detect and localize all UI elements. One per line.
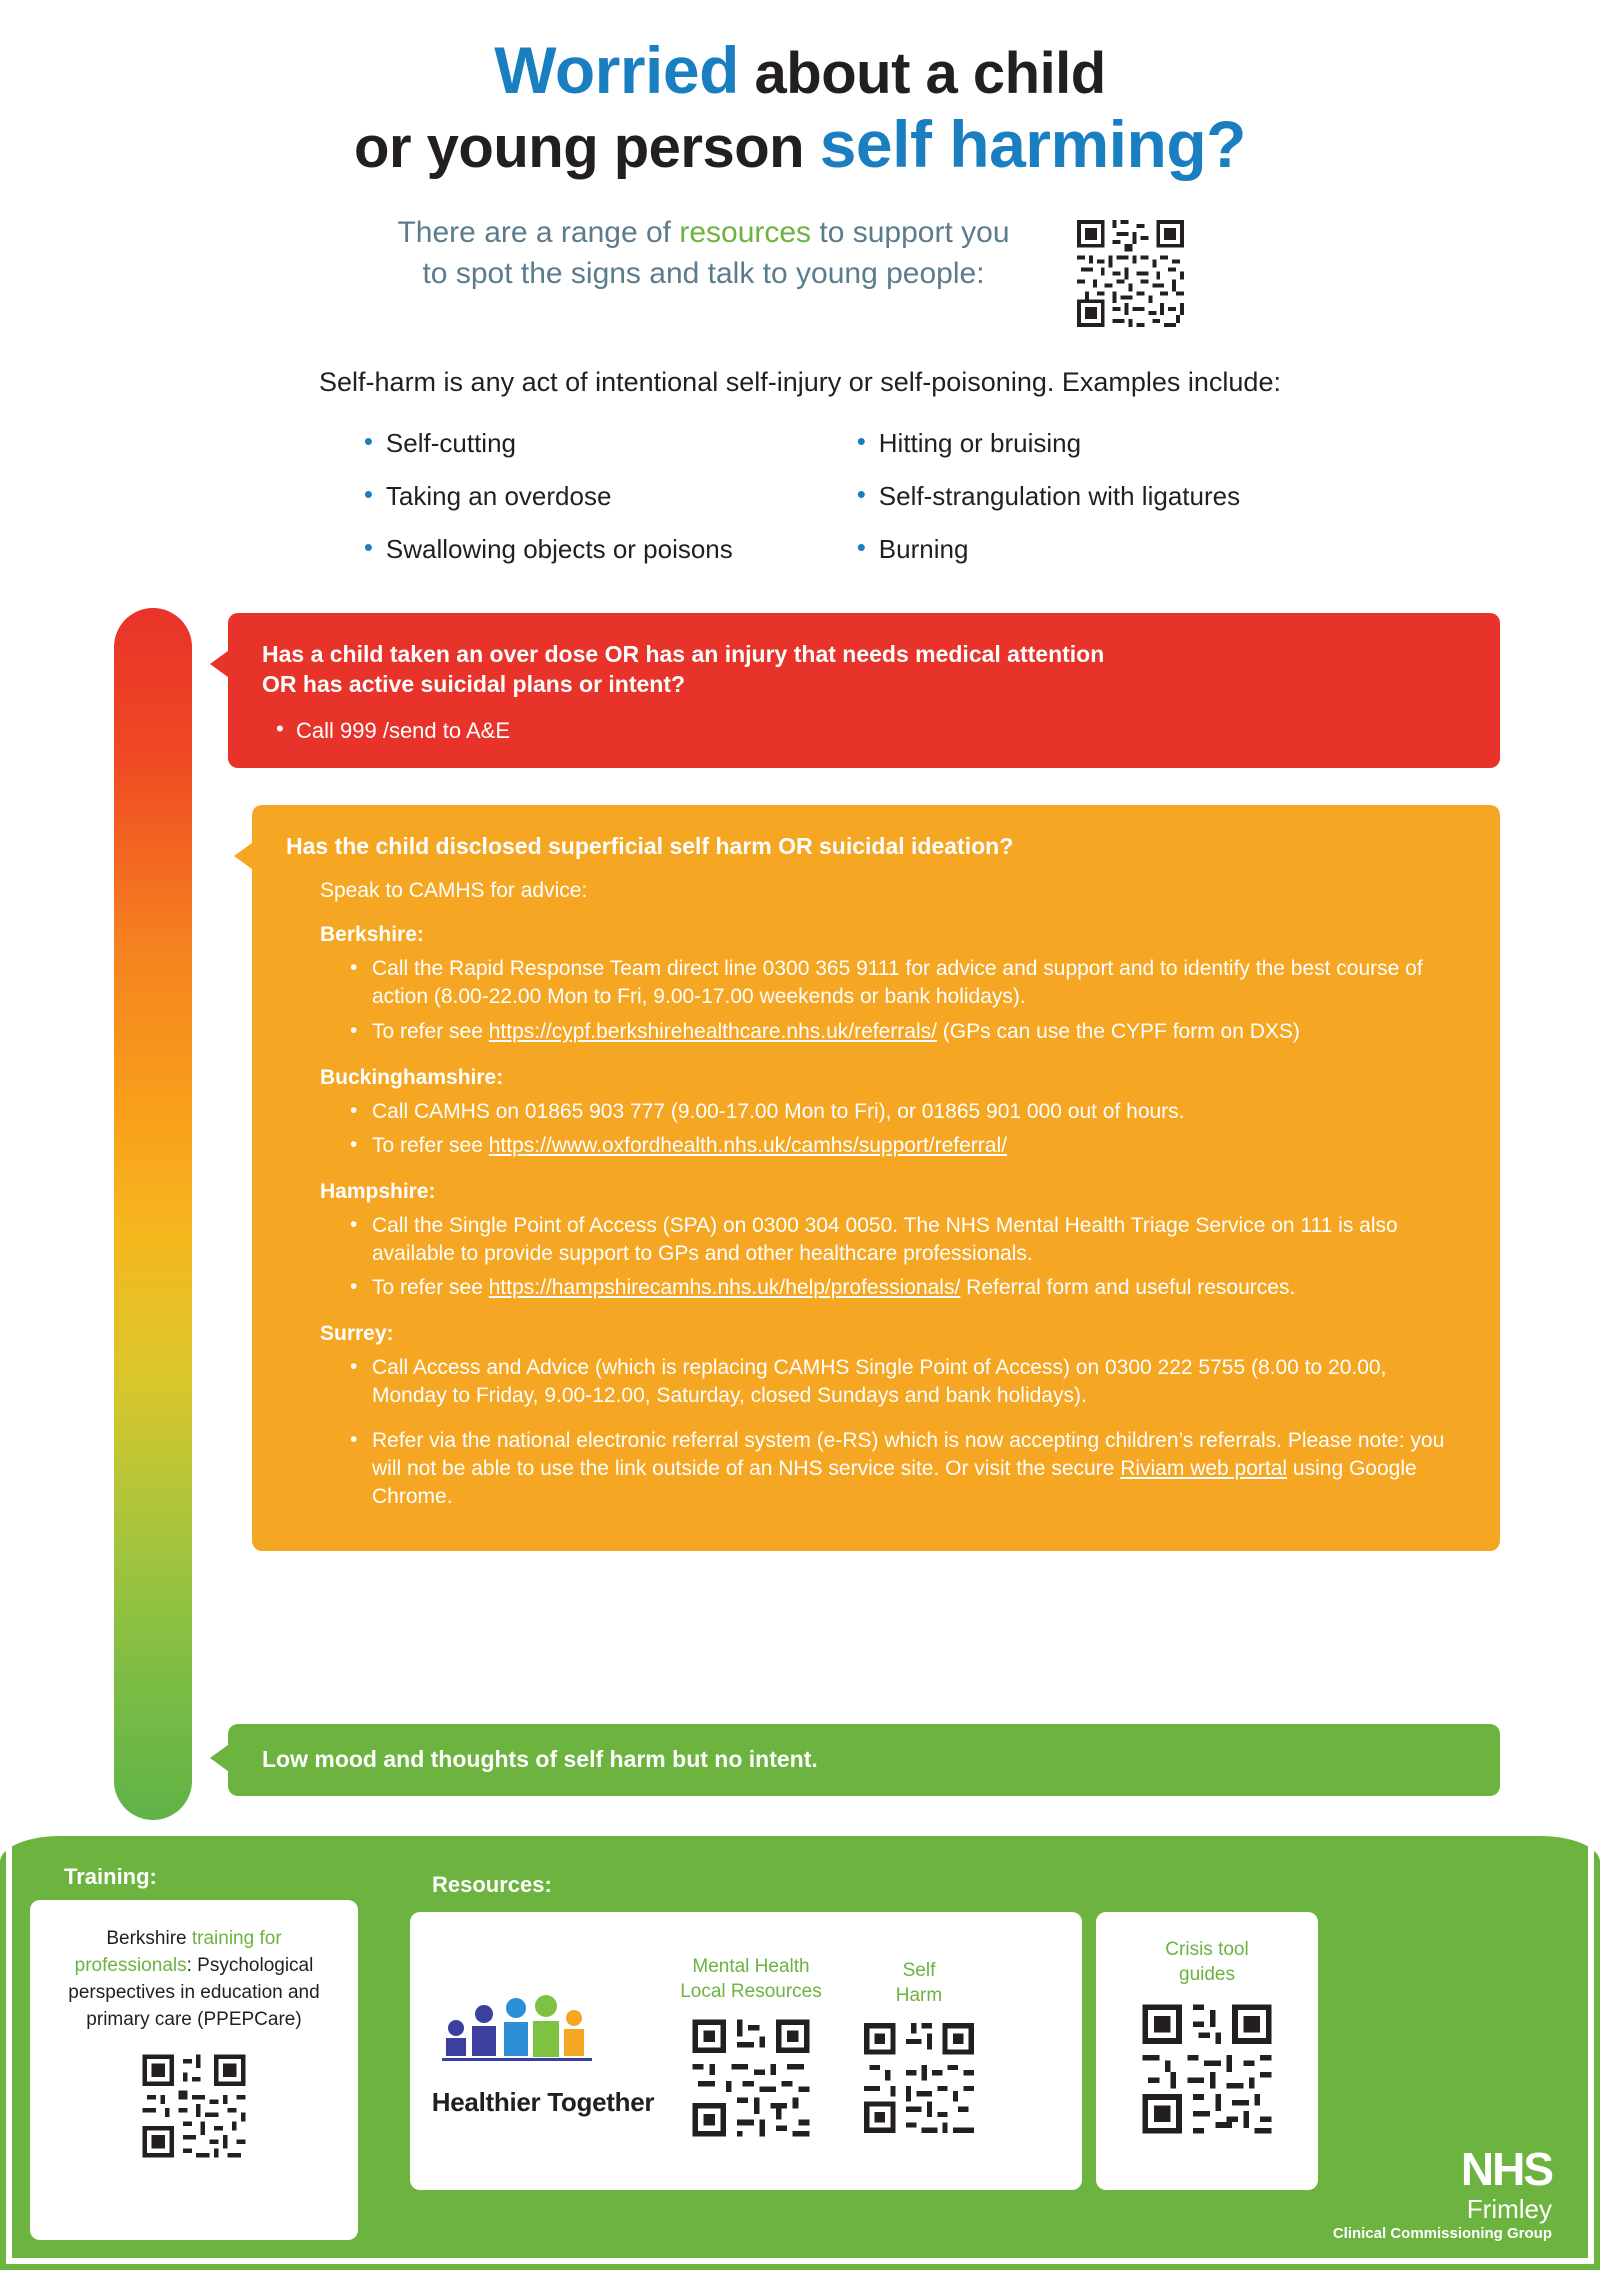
definition-text: Self-harm is any act of intentional self-injury or self-poisoning. Examples include: [319,366,1281,397]
crisis-caption [1096,1938,1318,1987]
resource-caption-line-1: Self [902,1959,936,1981]
training-text-c: : Psychological perspectives in education and primary care (PPEPCare) [68,1954,320,2030]
qr-code-self-harm[interactable] [844,2018,994,2143]
region-name-buckinghamshire: Buckinghamshire: [320,1065,504,1089]
region-items-buckinghamshire [286,1098,1466,1160]
list-item[interactable]: • To refer see https://cypf.berkshirehealthcare.nhs.uk/referrals/ (GPs can use the CYPF form on DXS) [350,1018,1466,1046]
intro-part-1: There are a range of [397,215,680,249]
page-title-line-2 [0,108,1600,182]
card-crisis-tool-guides [1096,1912,1318,2190]
panel-disclosure-subheading: Speak to CAMHS for advice: [320,879,588,903]
qr-code-mental-health-local-resources[interactable] [676,2014,826,2147]
list-item[interactable]: • To refer see https://www.oxfordhealth.nhs.uk/camhs/support/referral/ [350,1132,1466,1160]
crisis-caption-line-2: guides [1179,1963,1235,1985]
list-item: • Call the Rapid Response Team direct line 0300 365 9111 for advice and support and to identify the best course of action (8.00-22.00 Mon to Fri, 9.00-17.00 weekends or bank holidays). [350,955,1466,1011]
intro-highlight-resources: resources [679,215,812,249]
card-training [30,1900,358,2240]
panel-emergency-action: • Call 999 /send to A&E [262,718,1466,744]
examples-section [0,428,1600,587]
qr-code-ppepcare[interactable] [52,2050,336,2167]
title-text-about-a-child: about a child [738,41,1106,106]
intro-part-2: to support you [811,215,1010,249]
intro-text [397,212,1009,295]
training-label: Training: [64,1864,157,1889]
nhs-region: Frimley [1466,2193,1552,2224]
healthier-together-name: Healthier Together [431,2087,655,2117]
panel-emergency-heading [262,639,1466,700]
panel-disclosure-heading: Has the child disclosed superficial self harm OR suicidal ideation? [286,833,1014,859]
list-item: • Swallowing objects or poisons [360,534,733,565]
healthier-together-logo [428,1984,658,2118]
training-text-highlight: training for professionals [74,1928,282,1976]
region-items-berkshire [286,955,1466,1045]
panel-emergency-heading-line-1: Has a child taken an over dose OR has an injury that needs medical attention [262,641,1105,667]
list-item: • Self-cutting [360,428,733,459]
list-item: • Self-strangulation with ligatures [853,481,1240,512]
intro-section [0,212,1600,331]
region-items-hampshire [286,1212,1466,1302]
nhs-logo: NHS [1460,2142,1552,2195]
panel-low-mood [228,1724,1500,1796]
region-name-hampshire: Hampshire: [320,1179,436,1203]
qr-code-crisis-tool-guides[interactable] [1096,1999,1318,2144]
title-word-worried: Worried [494,33,739,107]
panel-low-mood-heading: Low mood and thoughts of self harm but no intent. [262,1746,818,1772]
resources-label: Resources: [432,1872,552,1897]
examples-column-2 [853,428,1240,587]
resource-mental-health-local-resources[interactable] [676,1955,826,2147]
title-words-self-harming: self harming? [819,106,1246,181]
list-item[interactable]: • Refer via the national electronic referral system (e-RS) which is now accepting children’s referrals. Please note: you will not be able to use the link outside of an NHS service site. Or visit the secure Riviam web portal using Google Chrome. [350,1427,1466,1511]
training-card-text [52,1926,336,2034]
page-title-line-1 [0,34,1600,108]
footer-band [0,1836,1600,2270]
title-text-or-young-person: or young person [354,114,820,180]
crisis-caption-line-1: Crisis tool [1165,1939,1249,1960]
resource-self-harm[interactable] [844,1959,994,2143]
nhs-branding [1332,2142,1552,2242]
list-item: • Burning [853,534,1240,565]
list-item: • Call CAMHS on 01865 903 777 (9.00-17.00 Mon to Fri), or 01865 901 000 out of hours. [350,1098,1466,1126]
intro-line-2: to spot the signs and talk to young people: [422,257,985,291]
panel-emergency-heading-line-2: OR has active suicidal plans or intent? [262,671,686,698]
resource-caption-line-2: Harm [895,1984,943,2006]
list-item: • Taking an overdose [360,481,733,512]
resource-caption [844,1959,994,2008]
region-name-surrey: Surrey: [320,1322,394,1346]
list-item[interactable]: • To refer see https://hampshirecamhs.nhs.uk/help/professionals/ Referral form and useful resources. [350,1274,1466,1302]
list-item: • Call Access and Advice (which is replacing CAMHS Single Point of Access) on 0300 222 5755 (8.00 to 20.00, Monday to Friday, 9.00-12.00, Saturday, closed Sundays and bank holidays). [350,1354,1466,1410]
resource-caption-line-1: Mental Health [692,1955,810,1977]
qr-code-resources[interactable] [1058,216,1203,331]
examples-column-1 [360,428,733,587]
list-item: • Call the Single Point of Access (SPA) on 0300 304 0050. The NHS Mental Health Triage Service on 111 is also available to provide support to GPs and other healthcare professionals. [350,1212,1466,1268]
panel-emergency [228,613,1500,768]
panel-disclosure [252,805,1500,1551]
resource-caption [676,1955,826,2004]
list-item: • Hitting or bruising [853,428,1240,459]
region-name-berkshire: Berkshire: [320,923,424,947]
resource-caption-line-2: Local Resources [680,1980,822,2002]
severity-gradient-bar [114,608,192,1820]
training-text-a: Berkshire [106,1928,192,1949]
card-resources [410,1912,1082,2190]
region-items-surrey [286,1354,1466,1511]
nhs-organisation: Clinical Commissioning Group [1332,2225,1552,2242]
poster-header [0,0,1600,182]
